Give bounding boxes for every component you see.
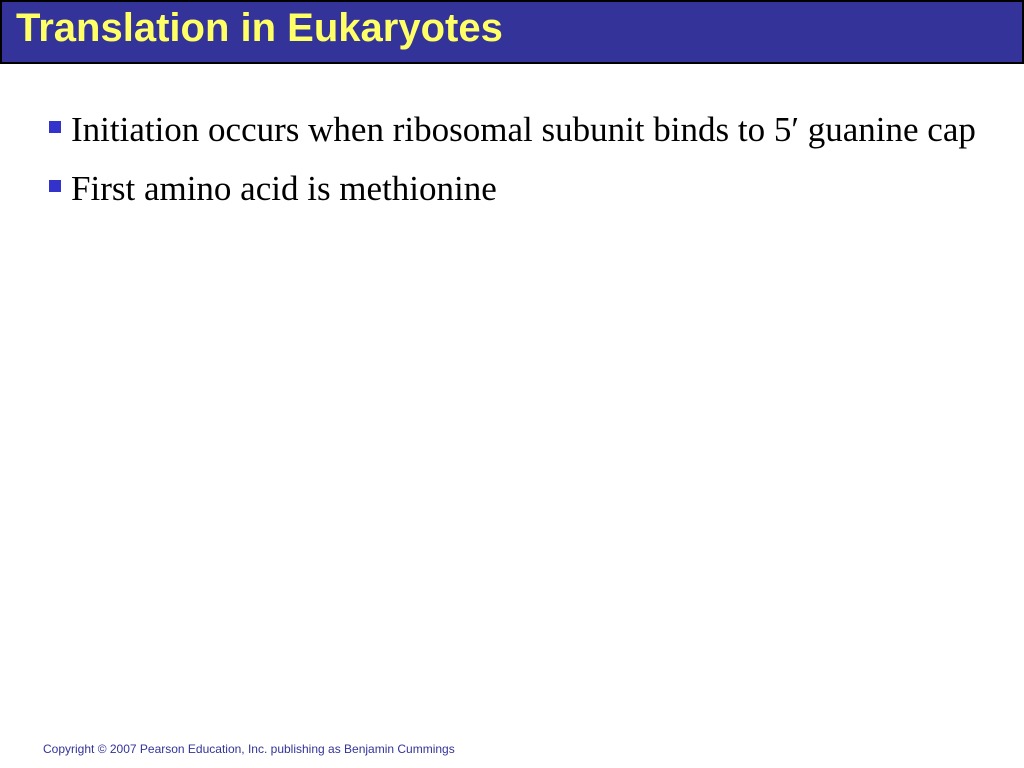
bullet-list	[46, 107, 976, 225]
square-bullet-icon	[49, 180, 61, 192]
slide-title: Translation in Eukaryotes	[16, 6, 503, 50]
bullet-item-initiation	[46, 107, 976, 152]
title-bar	[0, 0, 1024, 64]
copyright-footer: Copyright © 2007 Pearson Education, Inc. publishing as Benjamin Cummings	[43, 742, 455, 756]
bullet-text: Initiation occurs when ribosomal subunit binds to 5′ guanine cap	[71, 110, 976, 149]
bullet-text: First amino acid is methionine	[71, 169, 497, 208]
square-bullet-icon	[49, 121, 61, 133]
bullet-item-methionine	[46, 166, 976, 211]
